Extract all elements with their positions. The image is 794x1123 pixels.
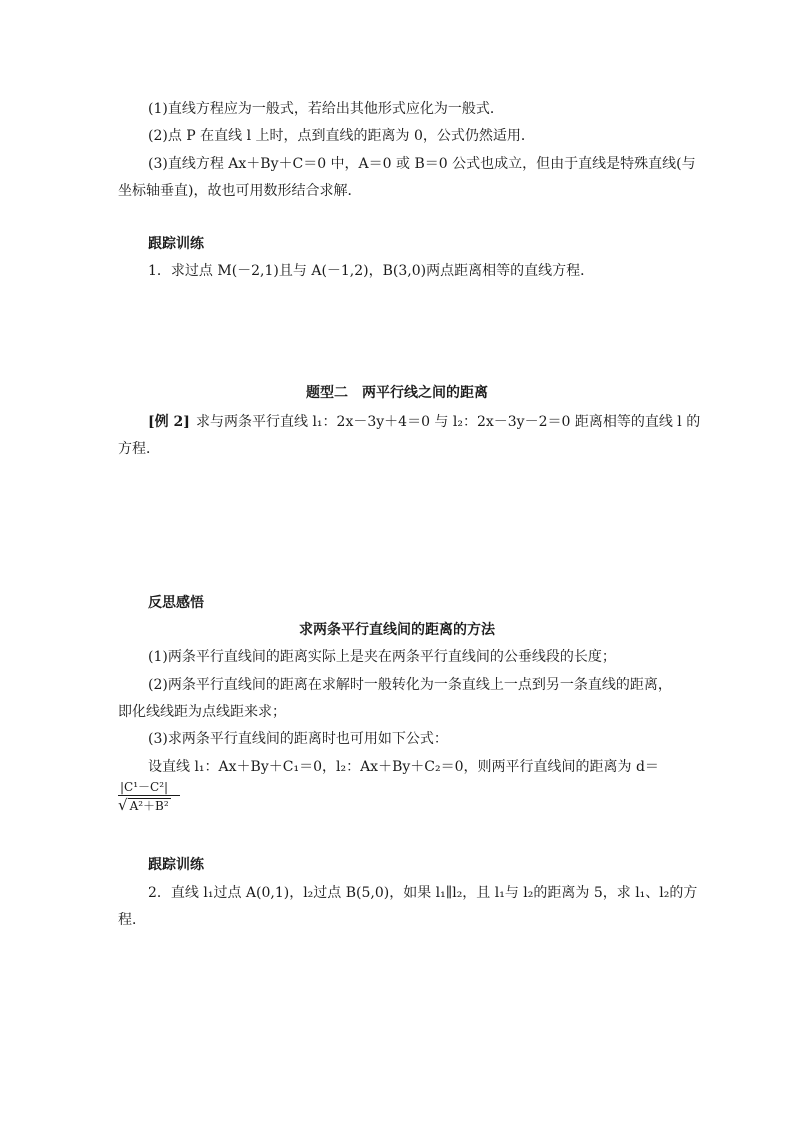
note-1: (1)直线方程应为一般式，若给出其他形式应化为一般式． [148,101,504,117]
practice-question-2-line-1: 2．直线 l₁过点 A(0,1)，l₂过点 B(5,0)，如果 l₁∥l₂，且 l₁与 l₂的距离为 5，求 l₁、l₂的方 [148,885,698,901]
sqrt-icon: √ [118,796,128,814]
example-text-line-1: 求与两条平行直线 l₁：2x－3y＋4＝0 与 l₂：2x－3y－2＝0 距离相等的直线 l 的 [196,414,701,430]
example-label: [例 2] [148,414,190,430]
radicand: A²＋B² [129,799,169,813]
note-2: (2)点 P 在直线 l 上时，点到直线的距离为 0，公式仍然适用． [148,128,535,144]
practice-label-2: 跟踪训练 [148,857,204,873]
section-title: 题型二 两平行线之间的距离 [306,385,488,401]
method-title: 求两条平行直线间的距离的方法 [299,622,495,638]
distance-fraction [118,780,188,815]
note-3-line-1: (3)直线方程 Ax＋By＋C＝0 中，A＝0 或 B＝0 公式也成立，但由于直线是特殊直线(与 [148,156,696,172]
formula-line: 设直线 l₁：Ax＋By＋C₁＝0，l₂：Ax＋By＋C₂＝0，则两平行直线间的距离为 d＝ [148,759,659,775]
practice-label-1: 跟踪训练 [148,236,204,252]
fraction-denominator [118,796,188,815]
practice-question-2-line-2: 程． [118,912,146,928]
reflect-label: 反思感悟 [148,595,204,611]
practice-question-1: 1．求过点 M(－2,1)且与 A(－1,2)，B(3,0)两点距离相等的直线方程． [148,263,595,279]
method-1: (1)两条平行直线间的距离实际上是夹在两条平行直线间的公垂线段的长度； [148,649,616,665]
fraction-numerator: |C¹－C²| [120,780,169,794]
example-text-line-2: 方程． [118,441,160,457]
note-3-line-2: 坐标轴垂直)，故也可用数形结合求解． [118,183,362,199]
method-2-line-2: 即化线线距为点线距来求； [118,704,286,720]
method-2-line-1: (2)两条平行直线间的距离在求解时一般转化为一条直线上一点到另一条直线的距离， [148,677,672,693]
method-3: (3)求两条平行直线间的距离时也可用如下公式： [148,731,448,747]
